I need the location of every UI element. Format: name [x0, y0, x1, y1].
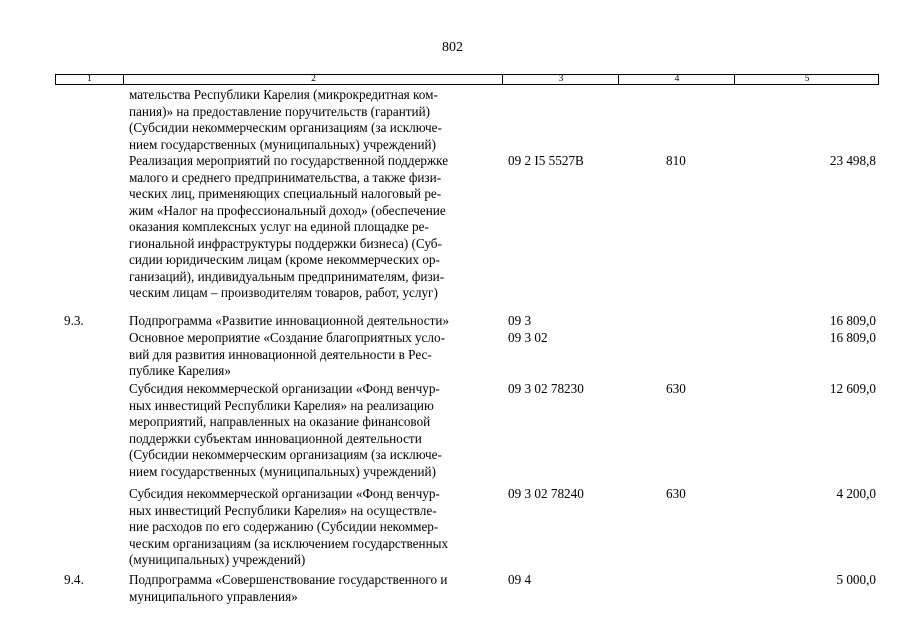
column-header-3: 3 [502, 75, 619, 84]
page-number: 802 [442, 40, 463, 55]
row-description: Субсидия некоммерческой организации «Фонд венчур- ных инвестиций Республики Карелия» на осуществле- ние расходов по его содержанию (Субсидии некоммер- ческим организациям (за исключением государственных (муниципальных) учреждений) [129, 486, 449, 567]
row-amount: 12 609,0 [829, 381, 876, 396]
row-description: Подпрограмма «Развитие инновационной деятельности» [129, 313, 450, 328]
row-code: 09 4 [508, 572, 532, 587]
row-description: Подпрограмма «Совершенствование государственного и муниципального управления» [129, 572, 448, 604]
row-amount: 16 809,0 [829, 330, 876, 345]
column-header-2: 2 [123, 75, 503, 84]
row-amount: 16 809,0 [829, 313, 876, 328]
row-description: Субсидия некоммерческой организации «Фонд венчур- ных инвестиций Республики Карелия» на реализацию мероприятий, направленных на оказание финансовой поддержки субъектам инновационной деятельности (Субсидии некоммерческим организациям (за исключе- нием государственных (муниципальных) учреждений) [129, 381, 442, 479]
row-description: Основное мероприятие «Создание благоприятных усло- вий для развития инновационной деятельности в Рес- публике Карелия» [129, 330, 445, 378]
row-description: мательства Республики Карелия (микрокредитная ком- пания)» на предоставление поручительств (гарантий) (Субсидии некоммерческим организациям (за исключе- нием государственных (муниципальных) учреждений) [129, 87, 442, 152]
row-code: 09 3 02 [508, 330, 548, 345]
row-amount: 5 000,0 [836, 572, 876, 587]
column-header-1: 1 [87, 74, 92, 84]
column-number-header [55, 74, 879, 85]
row-expense-type: 630 [666, 486, 686, 501]
row-amount: 23 498,8 [829, 153, 876, 168]
row-number: 9.4. [64, 572, 84, 587]
row-code: 09 3 02 78230 [508, 381, 584, 396]
row-amount: 4 200,0 [836, 486, 876, 501]
column-header-5: 5 [734, 75, 879, 84]
row-code: 09 2 I5 5527В [508, 153, 584, 168]
row-description: Реализация мероприятий по государственной поддержке малого и среднего предпринимательства, а также физи- ческих лиц, применяющих специальный налоговый ре- жим «Налог на профессиональный доход» (обеспечение оказания комплексных услуг на единой площадке ре- гиональной инфраструктуры поддержки бизнеса) (Суб- сидии юридическим лицам (кроме некоммерческих ор- ганизаций), индивидуальным предпринимателям, физи- ческим лицам – производителям товаров, работ, услуг) [129, 153, 449, 300]
row-expense-type: 630 [666, 381, 686, 396]
row-expense-type: 810 [666, 153, 686, 168]
row-code: 09 3 [508, 313, 532, 328]
row-number: 9.3. [64, 313, 84, 328]
column-header-4: 4 [618, 75, 735, 84]
row-code: 09 3 02 78240 [508, 486, 584, 501]
